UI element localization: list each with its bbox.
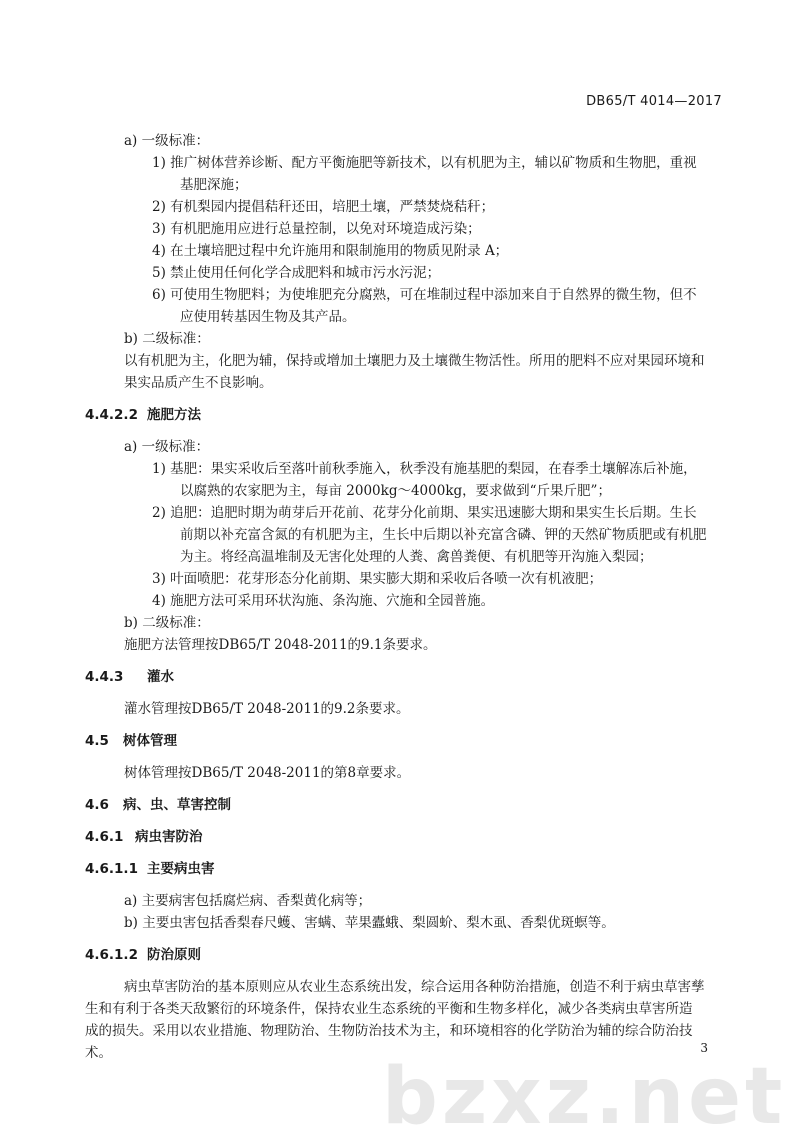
- section-title: 病虫害防治: [135, 829, 203, 845]
- list-item: 5) 禁止使用任何化学合成肥料和城市污水污泥；: [152, 265, 441, 281]
- section-number: 4.4.2.2: [85, 407, 138, 423]
- list-item: 4) 在土壤培肥过程中允许施用和限制施用的物质见附录 A；: [152, 243, 509, 259]
- section-heading: [85, 731, 177, 751]
- section-title: 防治原则: [147, 947, 201, 963]
- section-number: 4.5: [85, 733, 109, 749]
- document-code: DB65/T 4014—2017: [586, 94, 722, 109]
- paragraph-line: 施肥方法管理按DB65/T 2048-2011的9.1条要求。: [124, 637, 437, 653]
- section-title: 树体管理: [123, 733, 177, 749]
- paragraph-line: 术。: [85, 1045, 112, 1061]
- paragraph-line: 灌水管理按DB65/T 2048-2011的9.2条要求。: [124, 701, 410, 717]
- section-number: 4.6.1.1: [85, 861, 138, 877]
- section-heading: [85, 405, 201, 425]
- paragraph-line: 以有机肥为主，化肥为辅，保持或增加土壤肥力及土壤微生物活性。所用的肥料不应对果园环境和: [124, 353, 705, 369]
- section-title: 灌水: [147, 669, 174, 685]
- section-title: 主要病虫害: [147, 861, 215, 877]
- list-item: 3) 叶面喷肥：花芽形态分化前期、果实膨大期和采收后各喷一次有机液肥；: [152, 571, 603, 587]
- list-item-continuation: 应使用转基因生物及其产品。: [180, 309, 356, 325]
- list-item: 3) 有机肥施用应进行总量控制，以免对环境造成污染；: [152, 221, 481, 237]
- section-number: 4.6.1.2: [85, 947, 138, 963]
- section-number: 4.6: [85, 797, 109, 813]
- list-item: 1) 基肥：果实采收后至落叶前秋季施入，秋季没有施基肥的梨园，在春季土壤解冻后补施，: [152, 461, 697, 477]
- section-title: 病、虫、草害控制: [123, 797, 231, 813]
- list-item: a) 一级标准：: [124, 133, 210, 149]
- paragraph-line: 果实品质产生不良影响。: [124, 375, 273, 391]
- paragraph-line: 树体管理按DB65/T 2048-2011的第8章要求。: [124, 765, 411, 781]
- list-item: 2) 追肥：追肥时期为萌芽后开花前、花芽分化前期、果实迅速膨大期和果实生长后期。生长: [152, 505, 697, 521]
- watermark: bzxz.net: [382, 1052, 787, 1142]
- list-item-continuation: 以腐熟的农家肥为主，每亩 2000kg～4000kg，要求做到“斤果斤肥”；: [180, 483, 611, 499]
- list-item: 1) 推广树体营养诊断、配方平衡施肥等新技术，以有机肥为主，辅以矿物质和生物肥，重视: [152, 155, 697, 171]
- section-title: 施肥方法: [147, 407, 201, 423]
- section-heading: [85, 667, 174, 687]
- list-item: 4) 施肥方法可采用环状沟施、条沟施、穴施和全园普施。: [152, 593, 495, 609]
- list-item-continuation: 前期以补充富含氮的有机肥为主，生长中后期以补充富含磷、钾的天然矿物质肥或有机肥: [180, 527, 707, 543]
- section-number: 4.4.3: [85, 669, 124, 685]
- section-heading: [85, 795, 231, 815]
- list-item: b) 二级标准：: [124, 615, 210, 631]
- section-heading: [85, 827, 203, 847]
- list-item: 2) 有机梨园内提倡秸秆还田，培肥土壤，严禁焚烧秸秆；: [152, 199, 495, 215]
- list-item: a) 一级标准：: [124, 439, 210, 455]
- section-heading: [85, 945, 201, 965]
- list-item: b) 二级标准：: [124, 331, 210, 347]
- list-item-continuation: 基肥深施；: [180, 177, 248, 193]
- paragraph-line: 病虫草害防治的基本原则应从农业生态系统出发，综合运用各种防治措施，创造不利于病虫草害孳: [124, 979, 705, 995]
- page-number: 3: [700, 1041, 708, 1055]
- list-item: a) 主要病害包括腐烂病、香梨黄化病等；: [124, 893, 372, 909]
- section-heading: [85, 859, 215, 879]
- paragraph-line: 成的损失。采用以农业措施、物理防治、生物防治技术为主，和环境相容的化学防治为辅的综合防治技: [85, 1023, 693, 1039]
- list-item: b) 主要虫害包括香梨春尺蠖、害螨、苹果蠹蛾、梨圆蚧、梨木虱、香梨优斑螟等。: [124, 915, 615, 931]
- paragraph-line: 生和有利于各类天敌繁衍的环境条件，保持农业生态系统的平衡和生物多样化，减少各类病虫草害所造: [85, 1001, 693, 1017]
- list-item-continuation: 为主。将经高温堆制及无害化处理的人粪、禽兽粪便、有机肥等开沟施入梨园；: [180, 549, 653, 565]
- section-number: 4.6.1: [85, 829, 124, 845]
- list-item: 6) 可使用生物肥料；为使堆肥充分腐熟，可在堆制过程中添加来自于自然界的微生物，但不: [152, 287, 697, 303]
